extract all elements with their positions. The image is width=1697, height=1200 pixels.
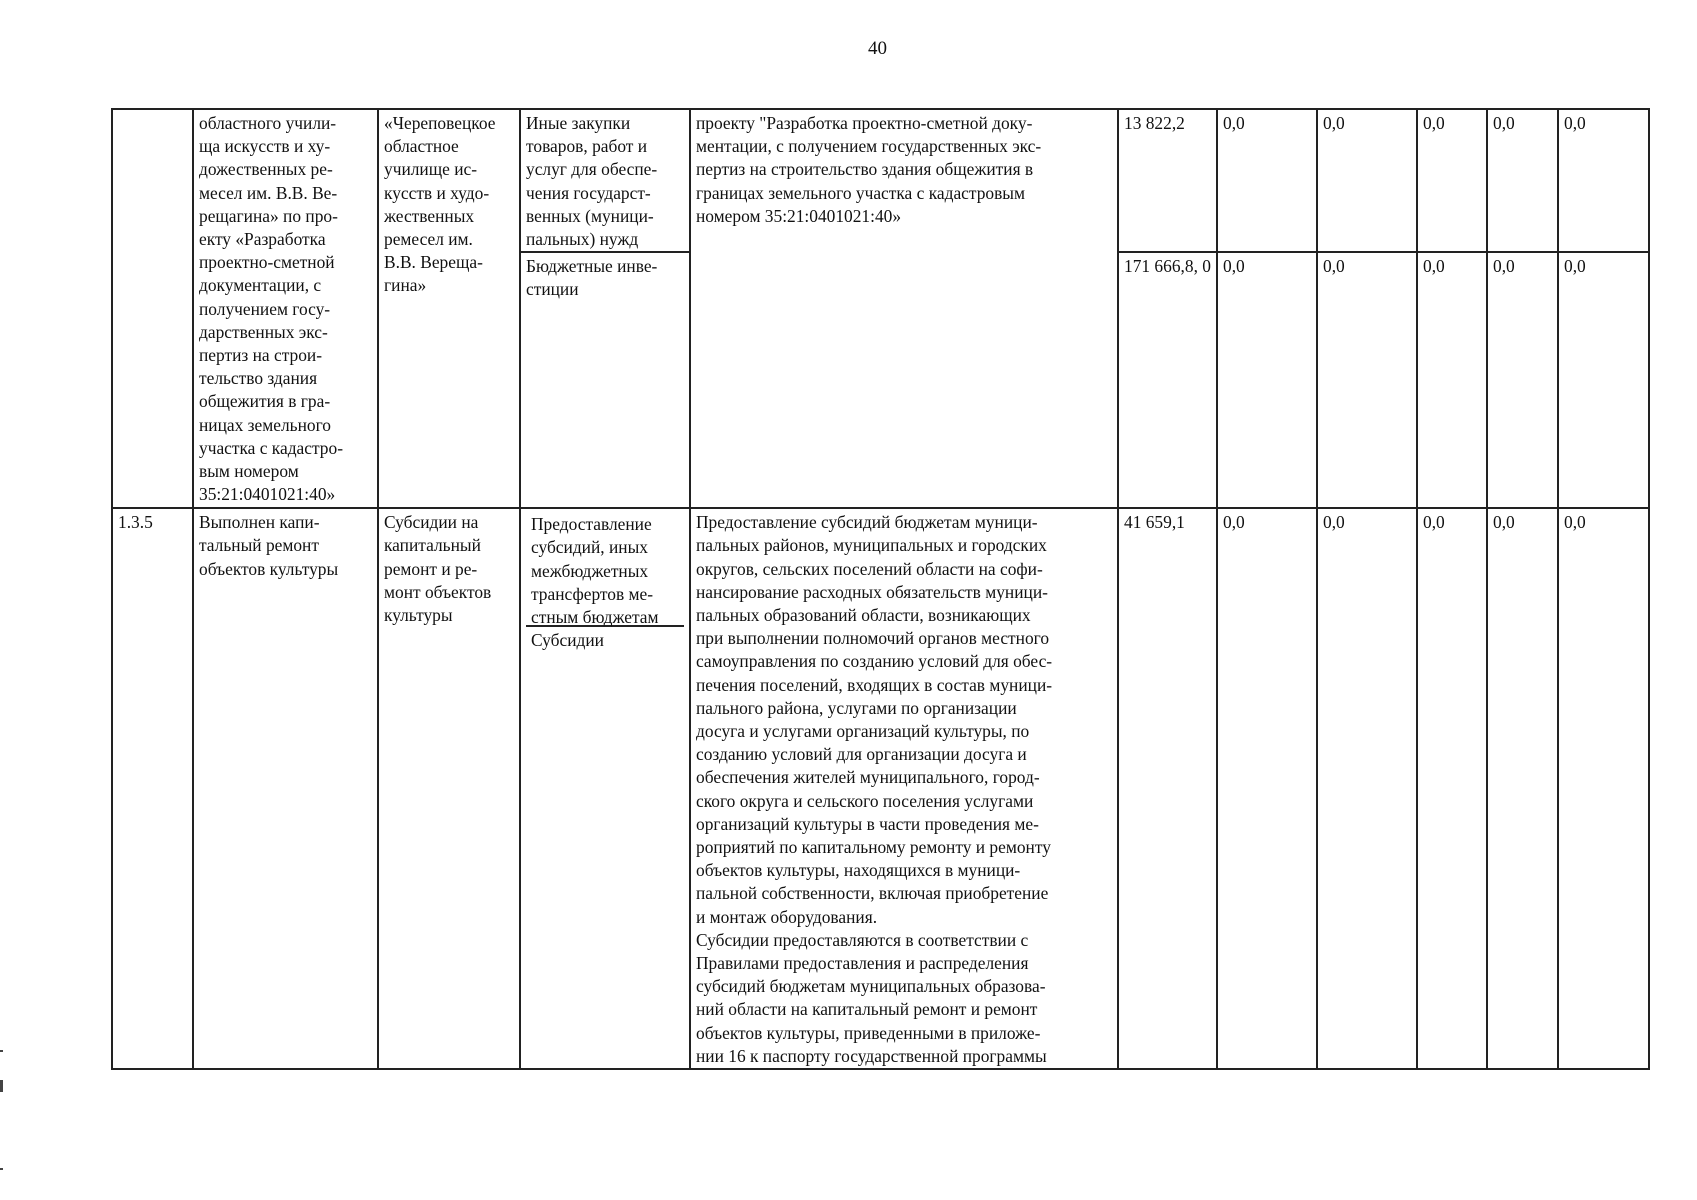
expense-type-cell xyxy=(520,508,690,1069)
budget-table xyxy=(111,108,1650,1070)
scan-edge-mark xyxy=(0,1080,3,1092)
amount-cell: 171 666,8, 0 xyxy=(1118,252,1217,508)
page-number: 40 xyxy=(868,38,887,59)
amount-cell: 0,0 xyxy=(1558,109,1649,252)
table-row xyxy=(112,508,1649,1069)
direction-cell: «Череповецкое областное училище ис- кусств и худо- жественных ремесел им. В.В. Вереща- гина» xyxy=(378,109,520,508)
amount-cell: 0,0 xyxy=(1317,109,1417,252)
event-name-cell: Выполнен капи- тальный ремонт объектов культуры xyxy=(193,508,378,1069)
expense-type-top: Предоставление субсидий, иных межбюджетных трансфертов ме- стным бюджетам xyxy=(526,511,684,627)
amount-cell: 0,0 xyxy=(1317,508,1417,1069)
row-number-cell xyxy=(112,109,193,508)
amount-cell: 0,0 xyxy=(1487,109,1558,252)
scan-edge-mark xyxy=(0,1168,3,1170)
description-cell: Предоставление субсидий бюджетам муници- пальных районов, муниципальных и городских округов, сельских поселений области на софи- нансирование расходных обязательств муници- пальных образований области, возникающих при выполнении полномочий органов местного самоуправления по созданию условий для обес- печения поселений, входящих в состав муници- пального района, услугами по организации досуга и услугами организаций культуры, по созданию условий для организации досуга и обеспечения жителей муниципального, город- ского округа и сельского поселения услугами организаций культуры в части проведения ме- роприятий по капитальному ремонту и ремонту объектов культуры, находящихся в муници- пальной собственности, включая приобретение и монтаж оборудования. Субсидии предоставляются в соответствии с Правилами предоставления и распределения субсидий бюджетам муниципальных образова- ний области на капитальный ремонт и ремонт объектов культуры, приведенными в приложе- нии 16 к паспорту государственной программы xyxy=(690,508,1118,1069)
expense-type-cell: Иные закупки товаров, работ и услуг для обеспе- чения государст- венных (муници- пальных) нужд xyxy=(520,109,690,252)
amount-cell: 0,0 xyxy=(1217,508,1317,1069)
amount-cell: 41 659,1 xyxy=(1118,508,1217,1069)
amount-cell: 0,0 xyxy=(1217,109,1317,252)
amount-cell: 0,0 xyxy=(1417,508,1487,1069)
row-number-cell: 1.3.5 xyxy=(112,508,193,1069)
expense-type-bottom: Субсидии xyxy=(531,630,604,651)
scan-edge-mark xyxy=(0,1050,3,1052)
amount-cell: 0,0 xyxy=(1317,252,1417,508)
direction-cell: Субсидии на капитальный ремонт и ре- монт объектов культуры xyxy=(378,508,520,1069)
table-row xyxy=(112,109,1649,252)
amount-cell: 13 822,2 xyxy=(1118,109,1217,252)
amount-cell: 0,0 xyxy=(1417,252,1487,508)
amount-cell: 0,0 xyxy=(1487,508,1558,1069)
amount-cell: 0,0 xyxy=(1558,508,1649,1069)
amount-cell: 0,0 xyxy=(1558,252,1649,508)
amount-cell: 0,0 xyxy=(1417,109,1487,252)
amount-cell: 0,0 xyxy=(1487,252,1558,508)
expense-type-cell: Бюджетные инве- стиции xyxy=(520,252,690,508)
amount-cell: 0,0 xyxy=(1217,252,1317,508)
description-cell: проекту "Разработка проектно-сметной доку- ментации, с получением государственных экс- пертиз на строительство здания общежития в границах земельного участка с кадастровым номером 35:21:0401021:40» xyxy=(690,109,1118,508)
event-name-cell: областного учили- ща искусств и ху- дожественных ре- месел им. В.В. Ве- рещагина» по про- екту «Разработка проектно-сметной документации, с получением госу- дарственных экс- пертиз на строи- тельство здания общежития в гра- ницах земельного участка с кадастро- вым номером 35:21:0401021:40» xyxy=(193,109,378,508)
